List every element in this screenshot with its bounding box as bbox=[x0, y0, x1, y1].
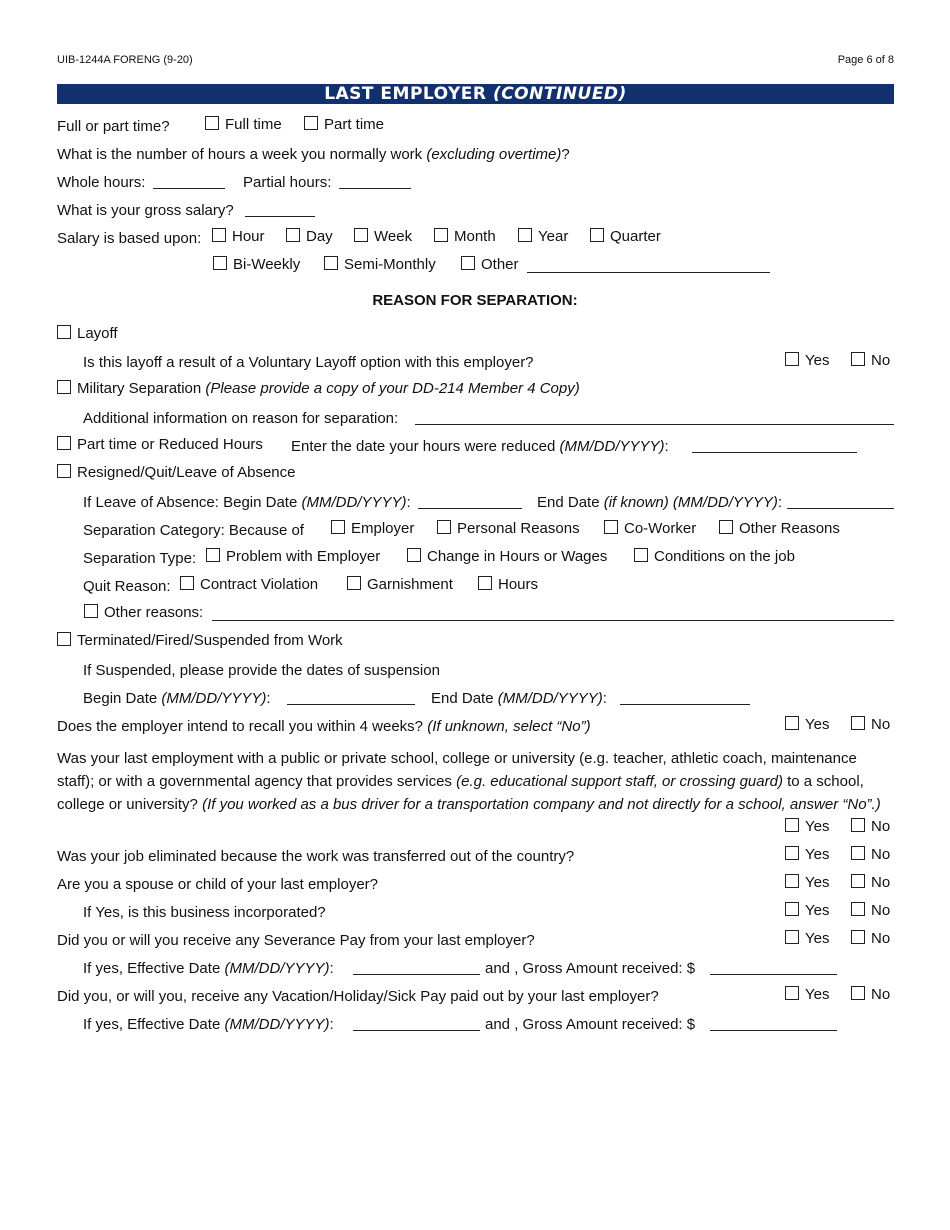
severance-amount-field[interactable] bbox=[710, 974, 837, 975]
category-other[interactable]: Other Reasons bbox=[719, 520, 840, 538]
salary-option-quarter[interactable]: Quarter bbox=[590, 228, 661, 246]
eliminated-question: Was your job eliminated because the work was transferred out of the country? bbox=[57, 848, 575, 865]
checkbox[interactable] bbox=[286, 228, 300, 242]
checkbox[interactable] bbox=[785, 902, 799, 916]
spouse-no[interactable]: No bbox=[851, 874, 890, 892]
salary-option-hour[interactable]: Hour bbox=[212, 228, 265, 246]
vacation-amount-field[interactable] bbox=[710, 1030, 837, 1031]
type-problem[interactable]: Problem with Employer bbox=[206, 548, 380, 566]
checkbox[interactable] bbox=[518, 228, 532, 242]
checkbox[interactable] bbox=[604, 520, 618, 534]
checkbox[interactable] bbox=[347, 576, 361, 590]
severance-yes[interactable]: Yes bbox=[785, 930, 829, 948]
checkbox[interactable] bbox=[851, 818, 865, 832]
military-option[interactable]: Military Separation (Please provide a copy of your DD-214 Member 4 Copy) bbox=[57, 380, 580, 398]
checkbox[interactable] bbox=[851, 874, 865, 888]
incorporated-question: If Yes, is this business incorporated? bbox=[83, 904, 326, 921]
category-employer[interactable]: Employer bbox=[331, 520, 414, 538]
susp-begin-label: Begin Date (MM/DD/YYYY): bbox=[83, 690, 271, 707]
suspension-question: If Suspended, please provide the dates of suspension bbox=[83, 662, 440, 679]
layoff-yes[interactable]: Yes bbox=[785, 352, 829, 370]
salary-option-other[interactable]: Other bbox=[461, 256, 519, 274]
checkbox[interactable] bbox=[407, 548, 421, 562]
section-banner: LAST EMPLOYER (CONTINUED) bbox=[57, 84, 894, 104]
checkbox[interactable] bbox=[851, 846, 865, 860]
severance-question: Did you or will you receive any Severance Pay from your last employer? bbox=[57, 932, 535, 949]
terminated-option[interactable]: Terminated/Fired/Suspended from Work bbox=[57, 632, 343, 650]
type-conditions[interactable]: Conditions on the job bbox=[634, 548, 795, 566]
spouse-yes[interactable]: Yes bbox=[785, 874, 829, 892]
severance-date-label: If yes, Effective Date (MM/DD/YYYY): bbox=[83, 960, 334, 977]
checkbox[interactable] bbox=[57, 325, 71, 339]
eliminated-no[interactable]: No bbox=[851, 846, 890, 864]
loa-begin-label: If Leave of Absence: Begin Date (MM/DD/YYYY): bbox=[83, 494, 411, 511]
salary-option-month[interactable]: Month bbox=[434, 228, 496, 246]
fulltime-question: Full or part time? bbox=[57, 118, 170, 135]
salary-option-day[interactable]: Day bbox=[286, 228, 333, 246]
fulltime-option[interactable]: Full time bbox=[205, 116, 282, 134]
salary-option-semimonthly[interactable]: Semi-Monthly bbox=[324, 256, 436, 274]
school-question: Was your last employment with a public or private school, college or university (e.g. teacher, athletic coach, maintenance staff); or with a governmental agency that provides services (e.g. educational support staff, or crossing guard) to a school, college or university? (If you worked as a bus driver for a transportation company and not directly for a school, answer “No”.) bbox=[57, 750, 881, 813]
recall-question: Does the employer intend to recall you within 4 weeks? (If unknown, select “No”) bbox=[57, 718, 591, 735]
susp-end-field[interactable] bbox=[620, 704, 750, 705]
checkbox[interactable] bbox=[785, 846, 799, 860]
checkbox[interactable] bbox=[57, 380, 71, 394]
checkbox[interactable] bbox=[434, 228, 448, 242]
parttime-reduced-option[interactable]: Part time or Reduced Hours bbox=[57, 436, 263, 454]
loa-end-label: End Date (if known) (MM/DD/YYYY): bbox=[537, 494, 783, 511]
checkbox[interactable] bbox=[57, 436, 71, 450]
vacation-question: Did you, or will you, receive any Vacation/Holiday/Sick Pay paid out by your last employer? bbox=[57, 988, 659, 1005]
checkbox[interactable] bbox=[324, 256, 338, 270]
layoff-option[interactable]: Layoff bbox=[57, 325, 118, 343]
salary-option-year[interactable]: Year bbox=[518, 228, 568, 246]
quit-garnishment[interactable]: Garnishment bbox=[347, 576, 453, 594]
separation-category-label: Separation Category: Because of bbox=[83, 522, 304, 539]
susp-begin-field[interactable] bbox=[287, 704, 415, 705]
checkbox[interactable] bbox=[57, 464, 71, 478]
severance-no[interactable]: No bbox=[851, 930, 890, 948]
checkbox[interactable] bbox=[57, 632, 71, 646]
checkbox[interactable] bbox=[437, 520, 451, 534]
resigned-option[interactable]: Resigned/Quit/Leave of Absence bbox=[57, 464, 295, 482]
partial-hours-label: Partial hours: bbox=[243, 174, 332, 191]
reduced-date-label: Enter the date your hours were reduced (MM/DD/YYYY): bbox=[291, 438, 669, 455]
parttime-option[interactable]: Part time bbox=[304, 116, 384, 134]
vacation-date-field[interactable] bbox=[353, 1030, 480, 1031]
checkbox[interactable] bbox=[785, 986, 799, 1000]
checkbox[interactable] bbox=[785, 716, 799, 730]
incorporated-yes[interactable]: Yes bbox=[785, 902, 829, 920]
salary-field[interactable] bbox=[245, 216, 315, 217]
checkbox[interactable] bbox=[213, 256, 227, 270]
checkbox[interactable] bbox=[785, 352, 799, 366]
checkbox[interactable] bbox=[304, 116, 318, 130]
checkbox[interactable] bbox=[206, 548, 220, 562]
checkbox[interactable] bbox=[478, 576, 492, 590]
checkbox[interactable] bbox=[785, 818, 799, 832]
checkbox[interactable] bbox=[851, 986, 865, 1000]
checkbox[interactable] bbox=[354, 228, 368, 242]
form-id: UIB-1244A FORENG (9-20) bbox=[57, 54, 193, 66]
salary-question: What is your gross salary? bbox=[57, 202, 234, 219]
additional-info-label: Additional information on reason for separation: bbox=[83, 410, 399, 427]
checkbox[interactable] bbox=[461, 256, 475, 270]
other-reasons-option[interactable]: Other reasons: bbox=[84, 604, 203, 622]
page-number: Page 6 of 8 bbox=[837, 54, 894, 66]
hours-question: What is the number of hours a week you normally work (excluding overtime)? bbox=[57, 146, 570, 163]
incorporated-no[interactable]: No bbox=[851, 902, 890, 920]
vacation-yes[interactable]: Yes bbox=[785, 986, 829, 1004]
severance-amount-label: and , Gross Amount received: $ bbox=[485, 960, 696, 977]
checkbox[interactable] bbox=[785, 874, 799, 888]
layoff-no[interactable]: No bbox=[851, 352, 890, 370]
type-change[interactable]: Change in Hours or Wages bbox=[407, 548, 607, 566]
checkbox[interactable] bbox=[180, 576, 194, 590]
vacation-date-label: If yes, Effective Date (MM/DD/YYYY): bbox=[83, 1016, 334, 1033]
checkbox[interactable] bbox=[634, 548, 648, 562]
checkbox[interactable] bbox=[851, 902, 865, 916]
loa-begin-field[interactable] bbox=[418, 508, 522, 509]
checkbox[interactable] bbox=[205, 116, 219, 130]
vacation-no[interactable]: No bbox=[851, 986, 890, 1004]
susp-end-label: End Date (MM/DD/YYYY): bbox=[431, 690, 607, 707]
eliminated-yes[interactable]: Yes bbox=[785, 846, 829, 864]
spouse-question: Are you a spouse or child of your last employer? bbox=[57, 876, 378, 893]
salary-based-label: Salary is based upon: bbox=[57, 230, 202, 247]
category-personal[interactable]: Personal Reasons bbox=[437, 520, 580, 538]
quit-reason-label: Quit Reason: bbox=[83, 578, 171, 595]
salary-other-field[interactable] bbox=[527, 272, 770, 273]
checkbox[interactable] bbox=[785, 930, 799, 944]
recall-no[interactable]: No bbox=[851, 716, 890, 734]
loa-end-field[interactable] bbox=[787, 508, 894, 509]
checkbox[interactable] bbox=[590, 228, 604, 242]
reduced-date-field[interactable] bbox=[692, 452, 857, 453]
quit-contract[interactable]: Contract Violation bbox=[180, 576, 318, 594]
salary-option-week[interactable]: Week bbox=[354, 228, 412, 246]
quit-hours[interactable]: Hours bbox=[478, 576, 538, 594]
checkbox[interactable] bbox=[851, 716, 865, 730]
layoff-question: Is this layoff a result of a Voluntary Layoff option with this employer? bbox=[83, 354, 534, 371]
checkbox[interactable] bbox=[851, 930, 865, 944]
school-no[interactable]: No bbox=[851, 818, 890, 836]
checkbox[interactable] bbox=[719, 520, 733, 534]
severance-date-field[interactable] bbox=[353, 974, 480, 975]
other-reasons-field[interactable] bbox=[212, 620, 894, 621]
checkbox[interactable] bbox=[212, 228, 226, 242]
school-yes[interactable]: Yes bbox=[785, 818, 829, 836]
partial-hours-field[interactable] bbox=[339, 188, 411, 189]
whole-hours-label: Whole hours: bbox=[57, 174, 146, 191]
separation-heading: REASON FOR SEPARATION: bbox=[372, 292, 578, 309]
vacation-amount-label: and , Gross Amount received: $ bbox=[485, 1016, 696, 1033]
category-coworker[interactable]: Co-Worker bbox=[604, 520, 696, 538]
checkbox[interactable] bbox=[851, 352, 865, 366]
whole-hours-field[interactable] bbox=[153, 188, 225, 189]
salary-option-biweekly[interactable]: Bi-Weekly bbox=[213, 256, 300, 274]
checkbox[interactable] bbox=[331, 520, 345, 534]
recall-yes[interactable]: Yes bbox=[785, 716, 829, 734]
checkbox[interactable] bbox=[84, 604, 98, 618]
additional-info-field[interactable] bbox=[415, 424, 894, 425]
separation-type-label: Separation Type: bbox=[83, 550, 197, 567]
